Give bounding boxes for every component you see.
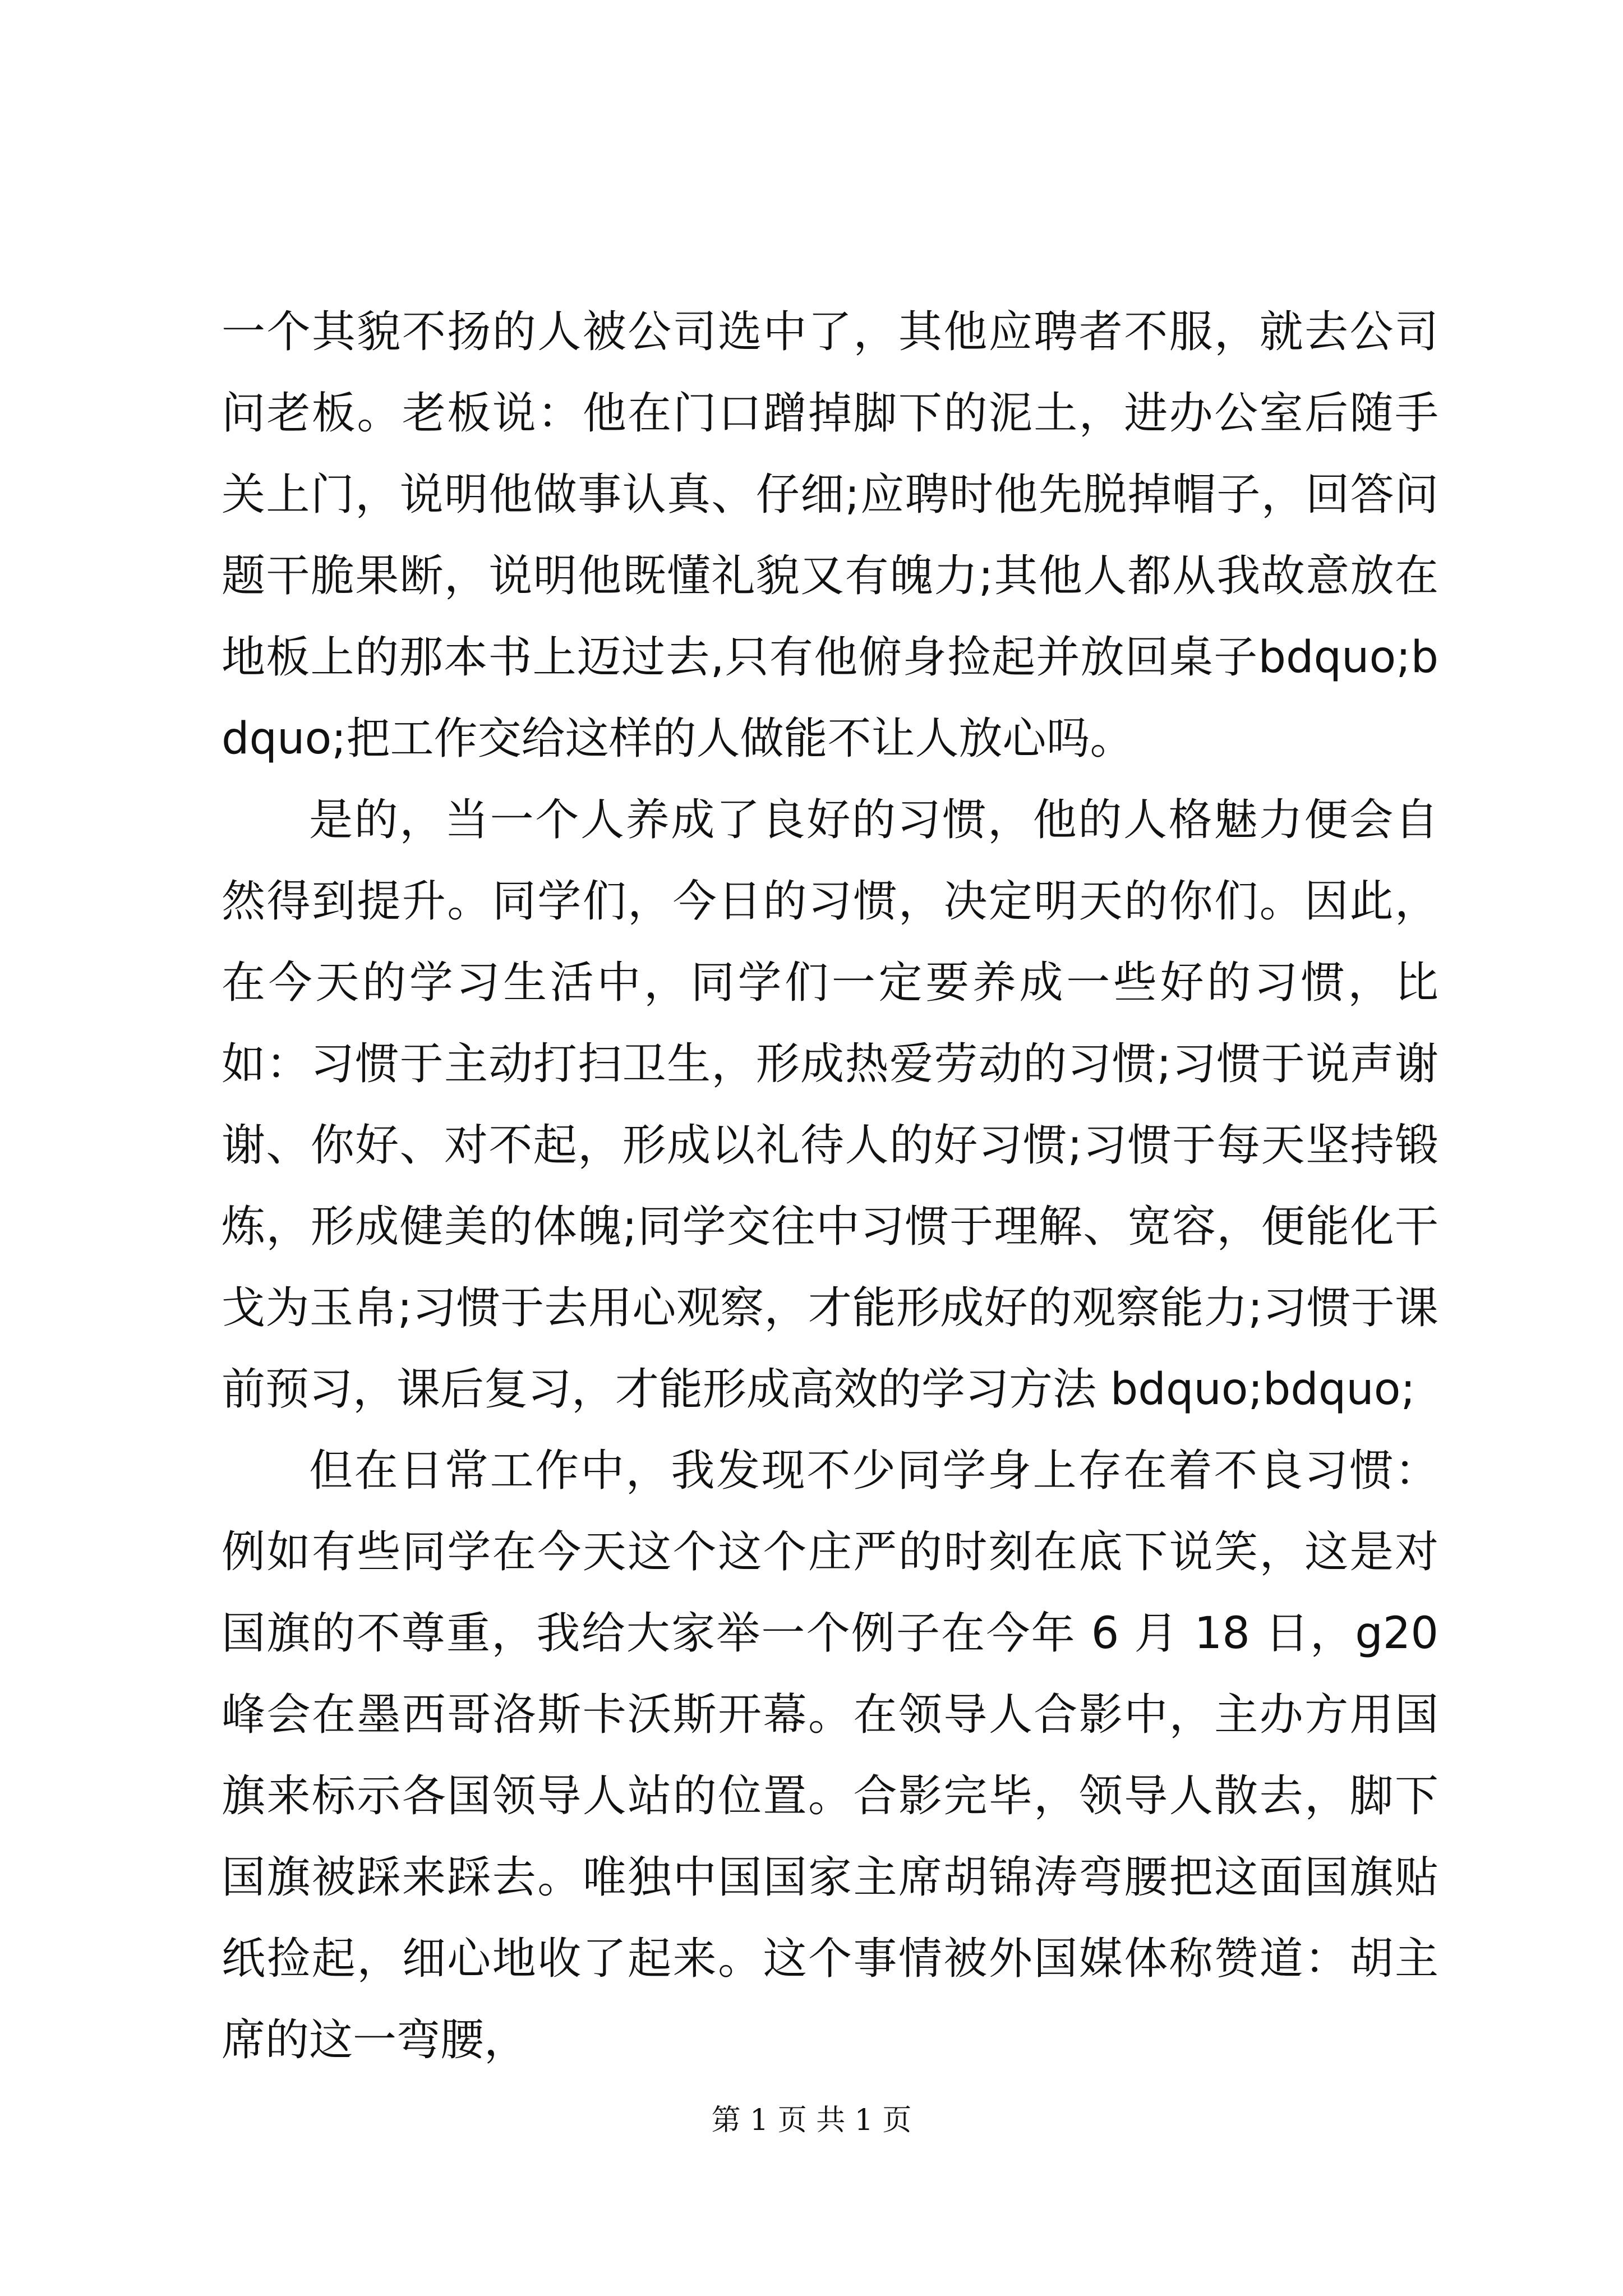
paragraph-3: 但在日常工作中，我发现不少同学身上存在着不良习惯：例如有些同学在今天这个这个庄严的时刻在底下说笑，这是对国旗的不尊重，我给大家举一个例子在今年 6 月 18 日，g20 峰会在墨西哥洛斯卡沃斯开幕。在领导人合影中，主办方用国旗来标示各国领导人站的位置。合影完毕，领导人散去，脚下国旗被踩来踩去。唯独中国国家主席胡锦涛弯腰把这面国旗贴纸捡起，细心地收了起来。这个事情被外国媒体称赞道：胡主席的这一弯腰， [222,1446,1438,2065]
paragraph-2: 是的，当一个人养成了良好的习惯，他的人格魅力便会自然得到提升。同学们，今日的习惯，决定明天的你们。因此，在今天的学习生活中，同学们一定要养成一些好的习惯，比如：习惯于主动打扫卫生，形成热爱劳动的习惯;习惯于说声谢谢、你好、对不起，形成以礼待人的好习惯;习惯于每天坚持锻炼，形成健美的体魄;同学交往中习惯于理解、宽容，便能化干戈为玉帛;习惯于去用心观察，才能形成好的观察能力;习惯于课前预习，课后复习，才能形成高效的学习方法 bdquo;bdquo; [222,795,1438,1415]
document-body [222,292,1438,2081]
page-footer: 第 1 页 共 1 页 [711,2104,912,2137]
paragraph-1: 一个其貌不扬的人被公司选中了，其他应聘者不服，就去公司问老板。老板说：他在门口蹭掉脚下的泥土，进办公室后随手关上门，说明他做事认真、仔细;应聘时他先脱掉帽子，回答问题干脆果断，说明他既懂礼貌又有魄力;其他人都从我故意放在地板上的那本书上迈过去,只有他俯身捡起并放回桌子bdquo;bdquo;把工作交给这样的人做能不让人放心吗。 [222,307,1438,764]
